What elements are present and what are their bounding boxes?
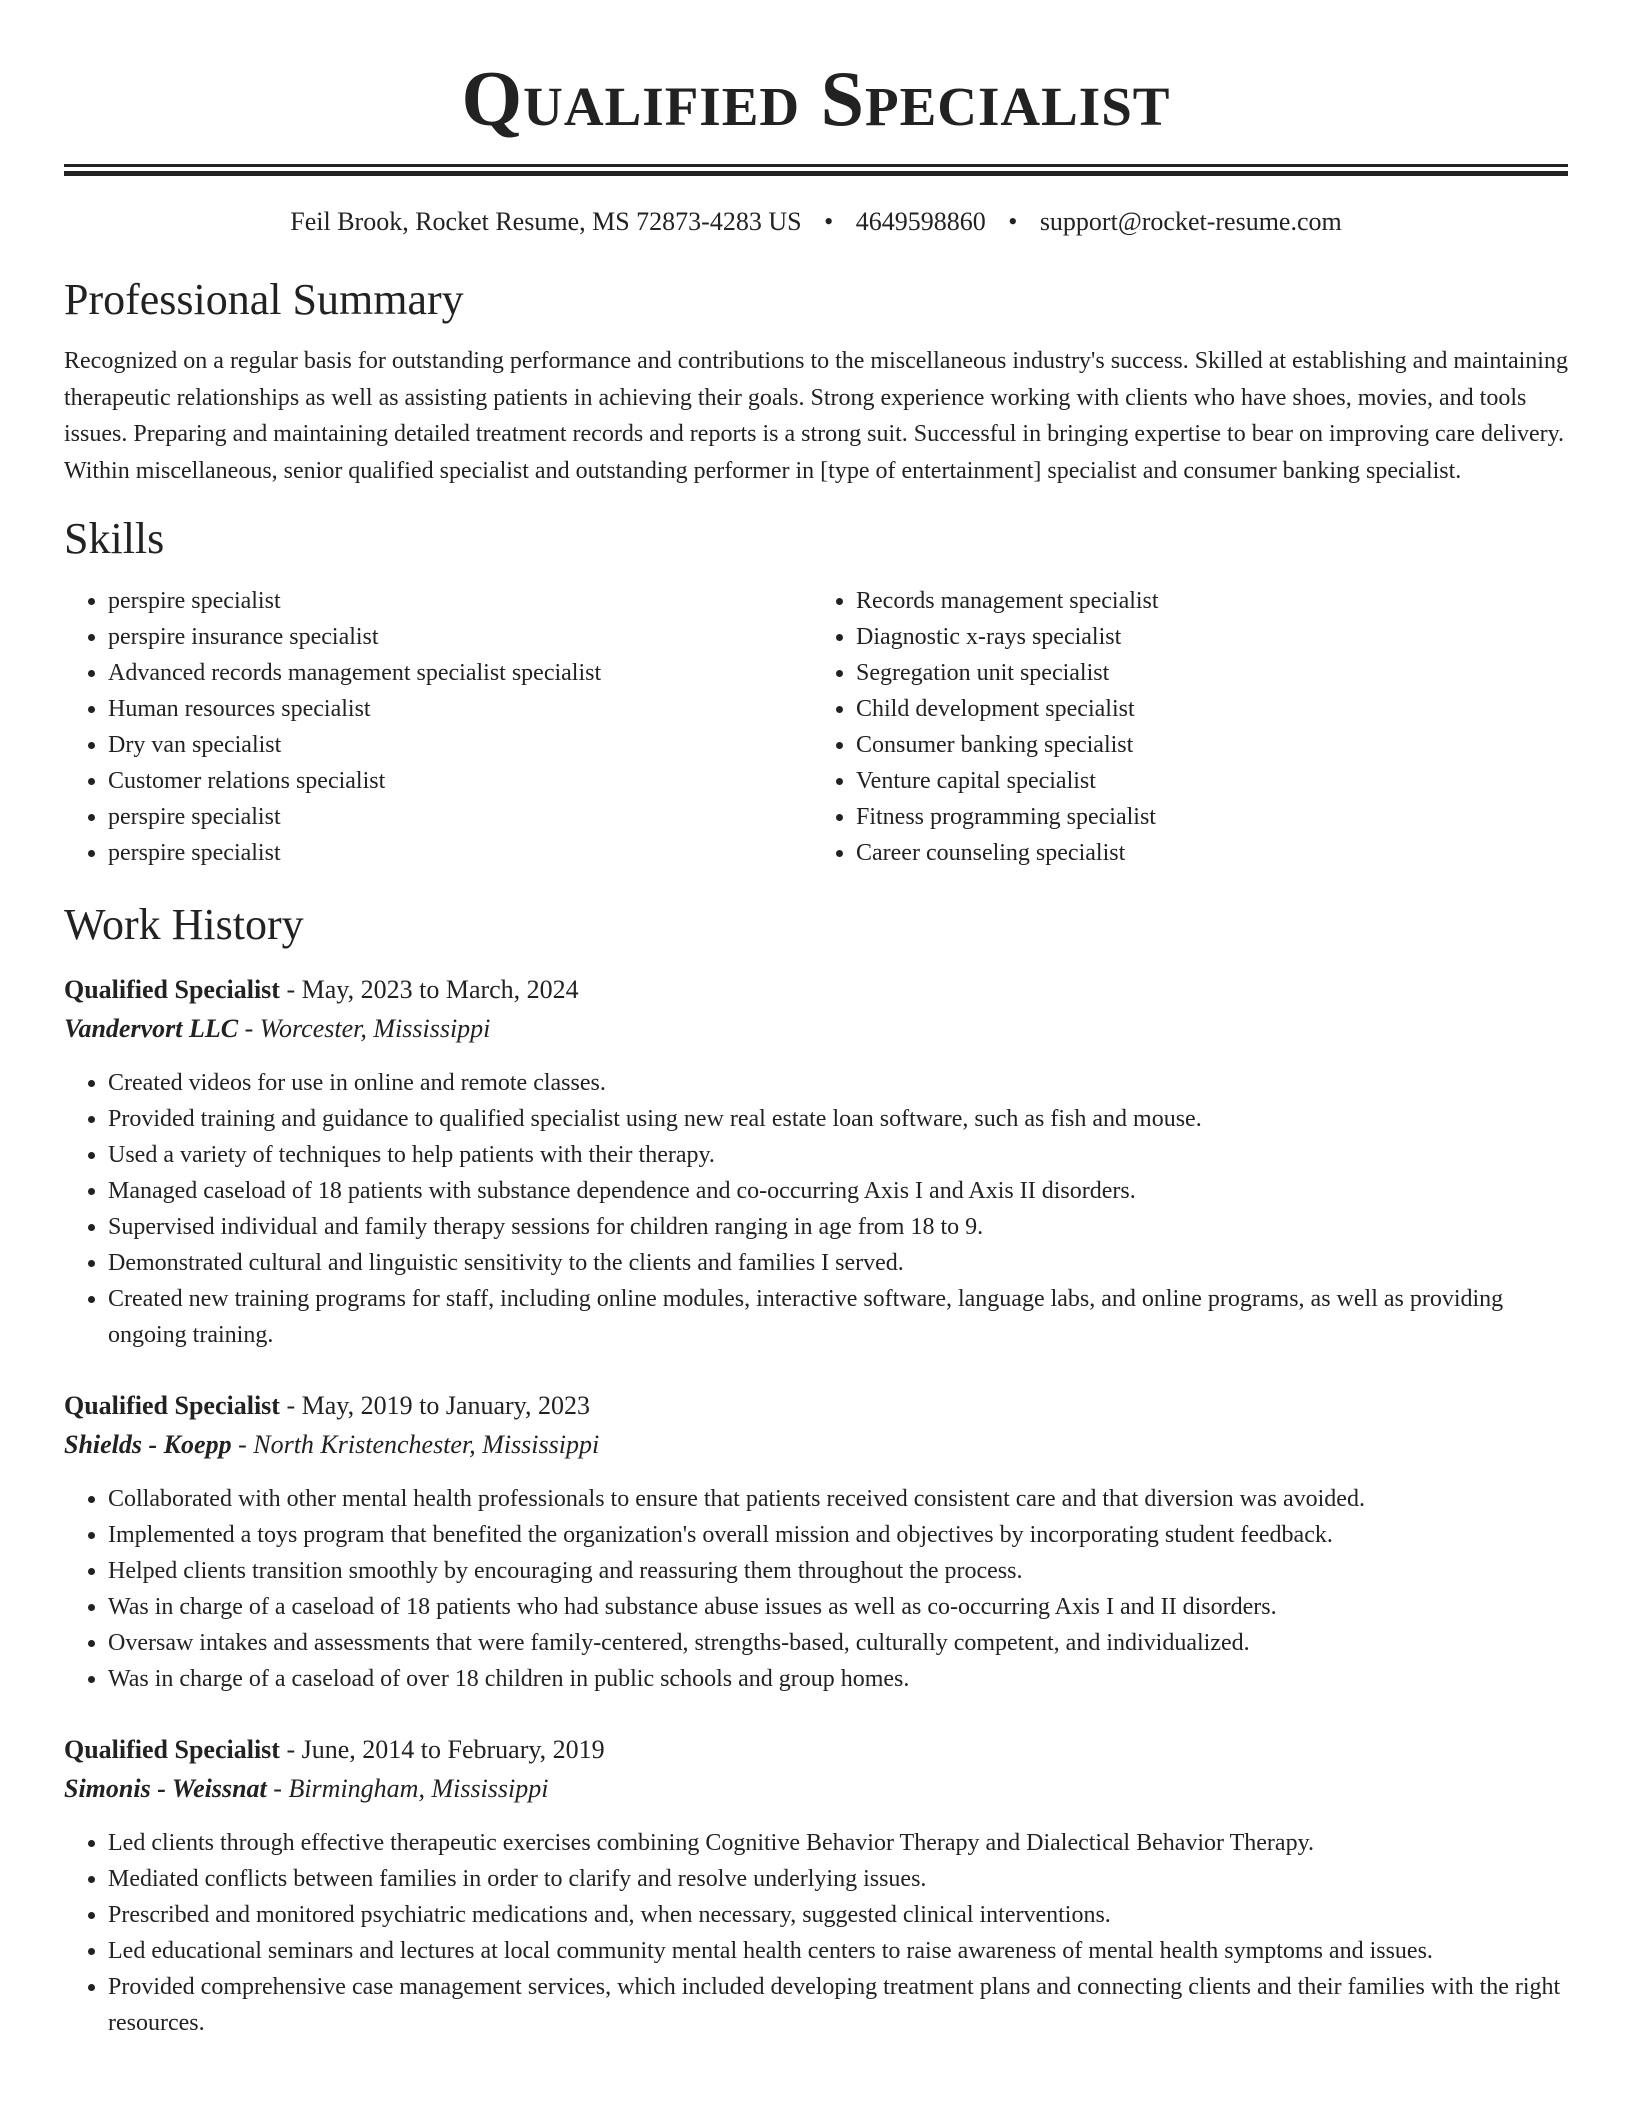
skills-columns xyxy=(64,583,1568,871)
skill-item: • perspire specialist xyxy=(108,583,806,619)
skill-item: • Child development specialist xyxy=(856,691,1568,727)
job-entry xyxy=(64,1731,1568,2041)
job-role: Qualified Specialist xyxy=(64,1391,280,1420)
job-duties xyxy=(64,1065,1568,1353)
duty-item: • Mediated conflicts between families in order to clarify and resolve underlying issues. xyxy=(108,1861,1568,1897)
skill-item: • Segregation unit specialist xyxy=(856,655,1568,691)
skills-heading: Skills xyxy=(64,514,165,563)
duty-item: • Created videos for use in online and remote classes. xyxy=(108,1065,1568,1101)
contact-separator: • xyxy=(824,207,834,236)
job-company: Vandervort LLC xyxy=(64,1014,239,1043)
summary-text: Recognized on a regular basis for outstanding performance and contributions to the miscellaneous industry's success. Skilled at establishing and maintaining therapeutic relationships as well as assisting patients in achieving their goals. Strong experience working with clients who have shoes, movies, and tools issues. Preparing and maintaining detailed treatment records and reports is a strong suit. Successful in bringing expertise to bear on improving care delivery. Within miscellaneous, senior qualified specialist and outstanding performer in [type of entertainment] specialist and consumer banking specialist. xyxy=(64,348,1568,484)
job-location: - Birmingham, Mississippi xyxy=(266,1774,549,1803)
duty-item: • Implemented a toys program that benefited the organization's overall mission and objectives by incorporating student feedback. xyxy=(108,1517,1568,1553)
job-header xyxy=(64,1731,1568,1769)
job-company: Simonis - Weissnat xyxy=(64,1774,267,1803)
duty-item: • Provided training and guidance to qualified specialist using new real estate loan software, such as fish and mouse. xyxy=(108,1101,1568,1137)
job-duties xyxy=(64,1481,1568,1697)
skill-item: • perspire insurance specialist xyxy=(108,619,806,655)
job-location: - Worcester, Mississippi xyxy=(238,1014,491,1043)
skill-item: • Records management specialist xyxy=(856,583,1568,619)
contact-line xyxy=(64,204,1568,240)
skill-item: • Career counseling specialist xyxy=(856,835,1568,871)
duty-item: • Led clients through effective therapeutic exercises combining Cognitive Behavior Therapy and Dialectical Behavior Therapy. xyxy=(108,1825,1568,1861)
contact-email: support@rocket-resume.com xyxy=(1039,207,1342,236)
duty-item: • Used a variety of techniques to help patients with their therapy. xyxy=(108,1137,1568,1173)
skill-item: • Diagnostic x-rays specialist xyxy=(856,619,1568,655)
contact-separator: • xyxy=(1008,207,1018,236)
duty-item: • Was in charge of a caseload of 18 patients who had substance abuse issues as well as co-occurring Axis I and II disorders. xyxy=(108,1589,1568,1625)
skill-item: • Venture capital specialist xyxy=(856,763,1568,799)
job-dates: - May, 2023 to March, 2024 xyxy=(279,975,579,1004)
duty-item: • Supervised individual and family therapy sessions for children ranging in age from 18 to 9. xyxy=(108,1209,1568,1245)
job-dates: - June, 2014 to February, 2019 xyxy=(279,1735,605,1764)
job-header xyxy=(64,1387,1568,1425)
job-role: Qualified Specialist xyxy=(64,975,280,1004)
job-company-line xyxy=(64,1425,1568,1465)
work-history-heading: Work History xyxy=(64,900,304,949)
duty-item: • Provided comprehensive case management services, which included developing treatment plans and connecting clients and their families with the right resources. xyxy=(108,1969,1568,2041)
header-divider xyxy=(64,164,1568,176)
duty-item: • Prescribed and monitored psychiatric medications and, when necessary, suggested clinical interventions. xyxy=(108,1897,1568,1933)
job-duties xyxy=(64,1825,1568,2041)
job-role: Qualified Specialist xyxy=(64,1735,280,1764)
job-location: - North Kristenchester, Mississippi xyxy=(231,1430,600,1459)
resume-name: Qualified Specialist xyxy=(461,55,1171,142)
duty-item: • Oversaw intakes and assessments that were family-centered, strengths-based, culturally competent, and individualized. xyxy=(108,1625,1568,1661)
job-header xyxy=(64,971,1568,1009)
duty-item: • Created new training programs for staff, including online modules, interactive software, language labs, and online programs, as well as providing ongoing training. xyxy=(108,1281,1568,1353)
job-entry xyxy=(64,1387,1568,1697)
duty-item: • Collaborated with other mental health professionals to ensure that patients received consistent care and that diversion was avoided. xyxy=(108,1481,1568,1517)
duty-item: • Demonstrated cultural and linguistic sensitivity to the clients and families I served. xyxy=(108,1245,1568,1281)
contact-address: Feil Brook, Rocket Resume, MS 72873-4283 US xyxy=(290,207,802,236)
job-company-line xyxy=(64,1769,1568,1809)
skill-item: • Consumer banking specialist xyxy=(856,727,1568,763)
job-dates: - May, 2019 to January, 2023 xyxy=(279,1391,590,1420)
skills-list-left xyxy=(64,583,806,871)
summary-heading: Professional Summary xyxy=(64,275,464,324)
job-company: Shields - Koepp xyxy=(64,1430,232,1459)
skill-item: • perspire specialist xyxy=(108,835,806,871)
duty-item: • Managed caseload of 18 patients with substance dependence and co-occurring Axis I and Axis II disorders. xyxy=(108,1173,1568,1209)
contact-phone: 4649598860 xyxy=(855,207,986,236)
skills-list-right xyxy=(806,583,1568,871)
duty-item: • Led educational seminars and lectures at local community mental health centers to raise awareness of mental health symptoms and issues. xyxy=(108,1933,1568,1969)
duty-item: • Helped clients transition smoothly by encouraging and reassuring them throughout the process. xyxy=(108,1553,1568,1589)
job-entry xyxy=(64,971,1568,1353)
skill-item: • Customer relations specialist xyxy=(108,763,806,799)
duty-item: • Was in charge of a caseload of over 18 children in public schools and group homes. xyxy=(108,1661,1568,1697)
skill-item: • Advanced records management specialist specialist xyxy=(108,655,806,691)
skill-item: • perspire specialist xyxy=(108,799,806,835)
job-company-line xyxy=(64,1009,1568,1049)
skill-item: • Dry van specialist xyxy=(108,727,806,763)
skill-item: • Human resources specialist xyxy=(108,691,806,727)
skill-item: • Fitness programming specialist xyxy=(856,799,1568,835)
